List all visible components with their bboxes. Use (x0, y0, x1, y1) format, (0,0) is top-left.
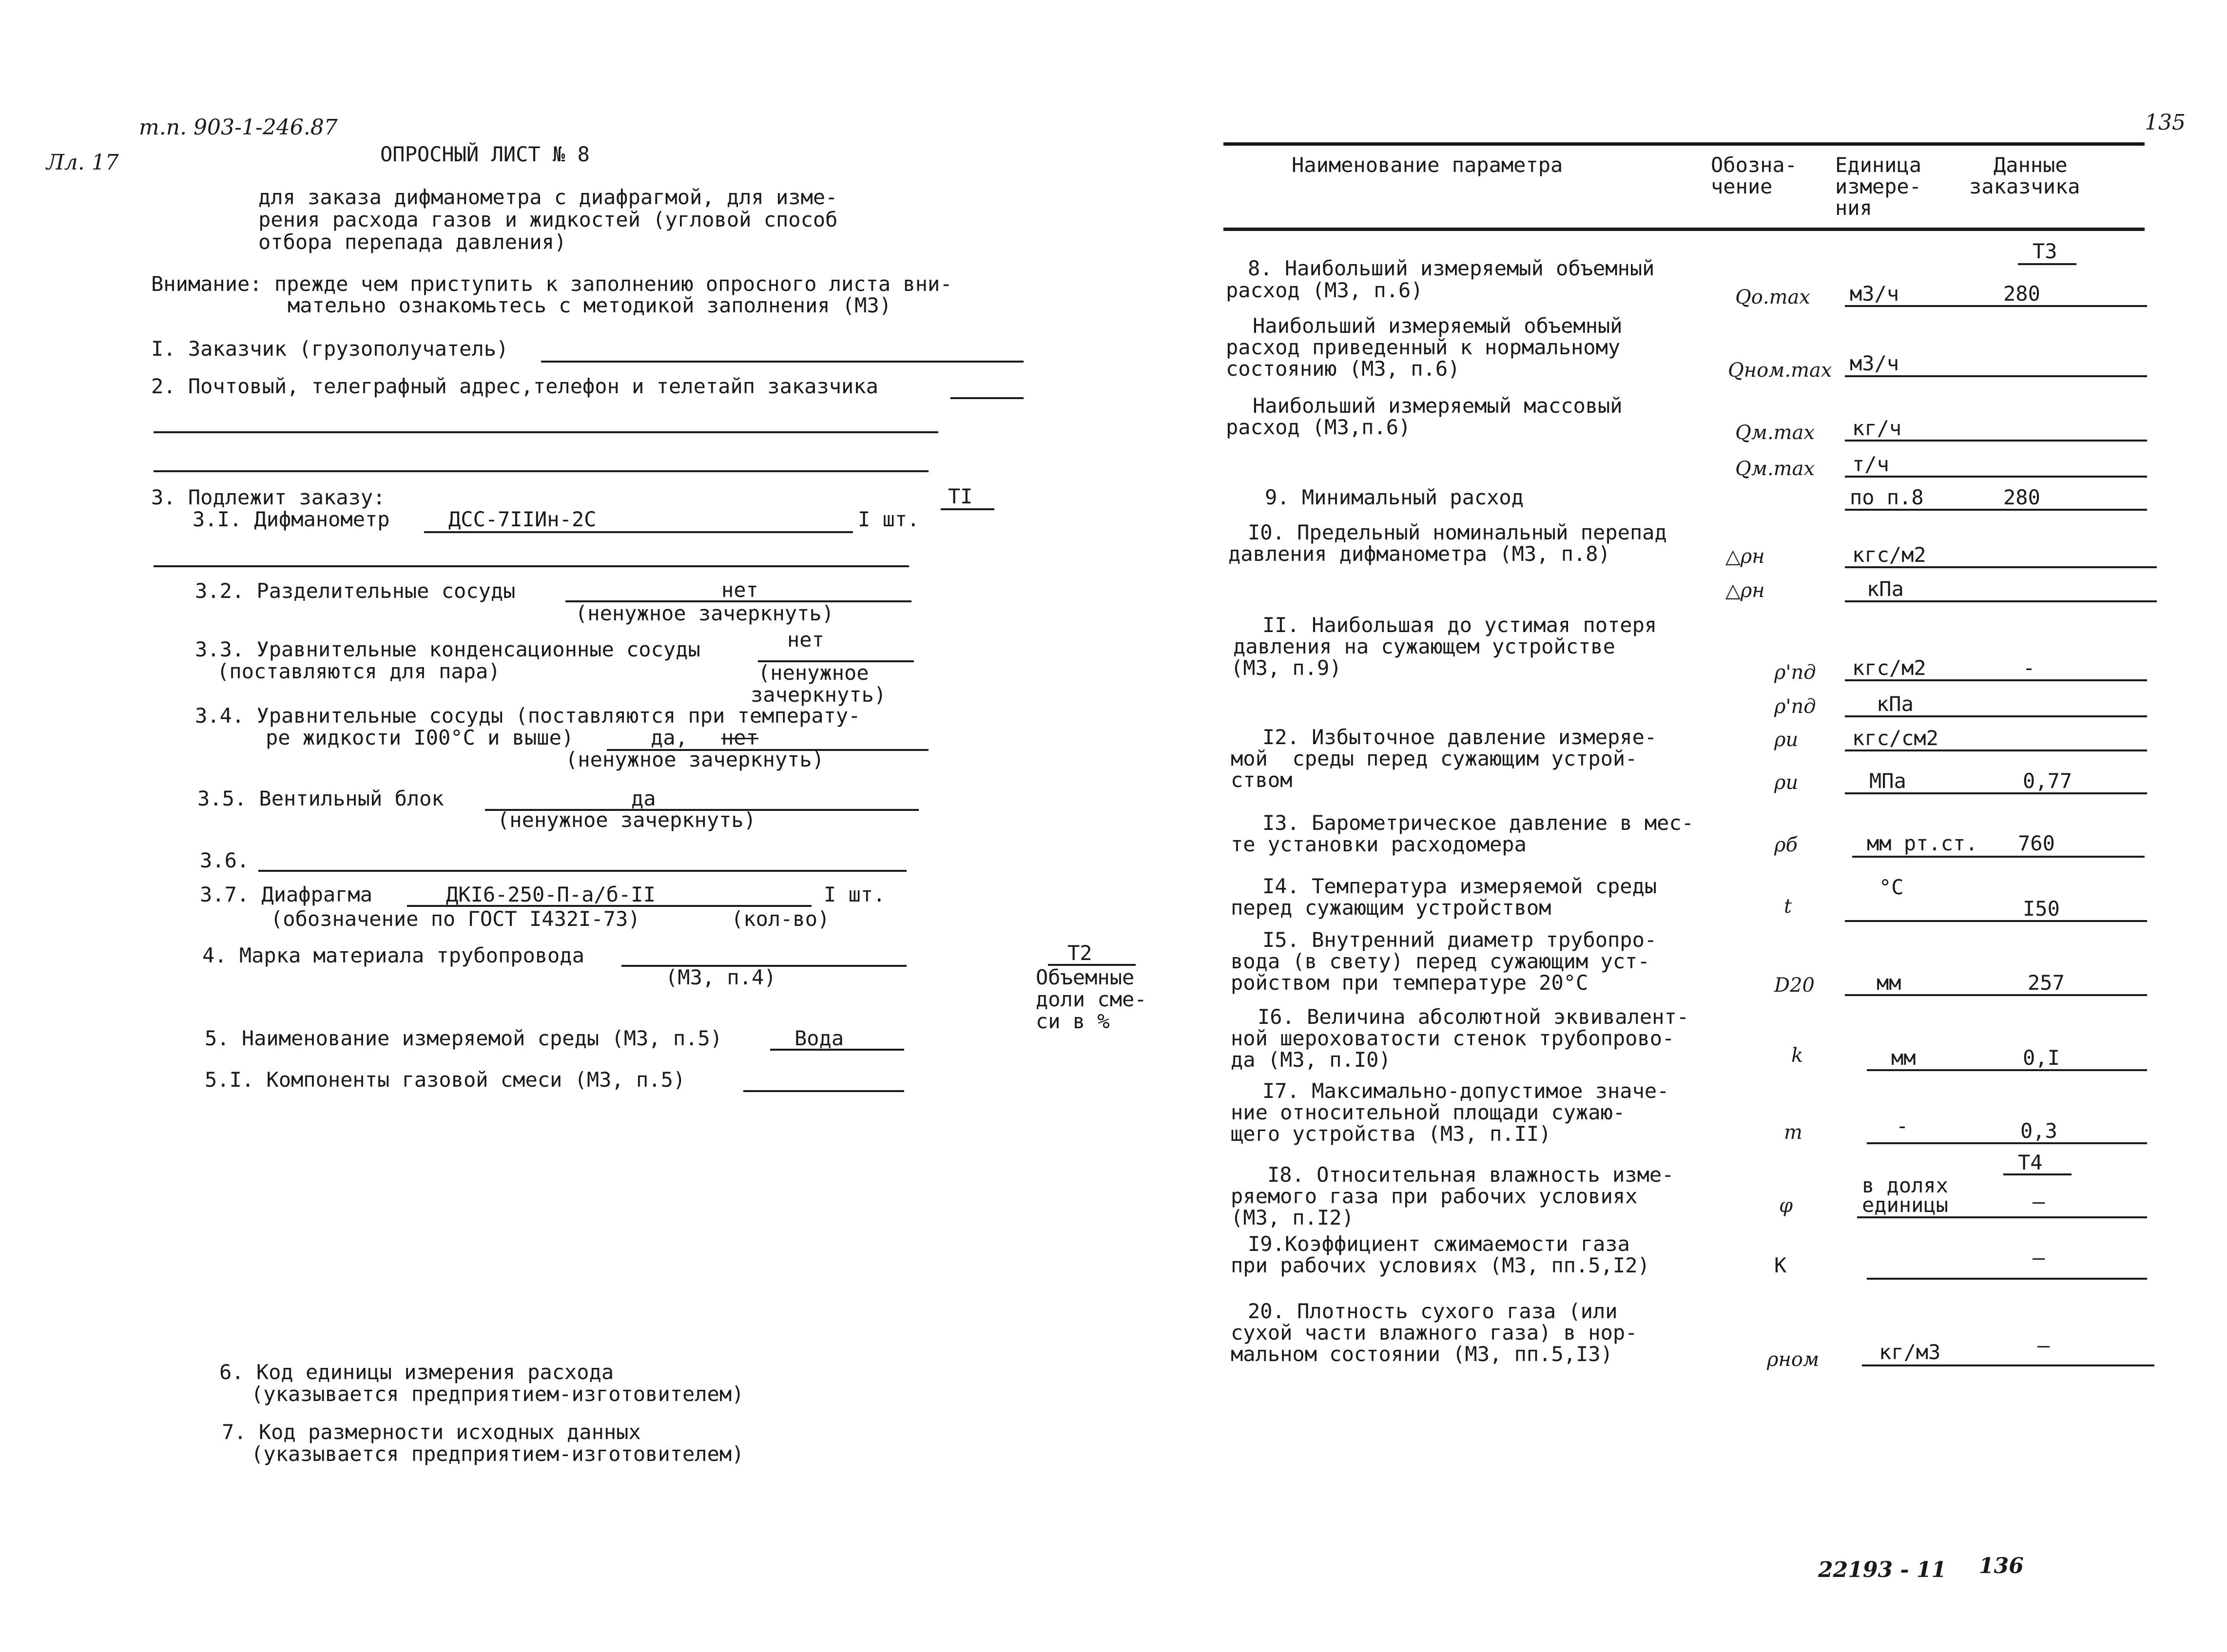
param-11-line-3: (М3, п.9) (1231, 656, 1342, 680)
item-3-2-value: нет (721, 578, 758, 602)
param-8c-symbol: Qм.max (1735, 422, 1815, 444)
param-9-line (1845, 509, 2147, 511)
param-8-value: 280 (2003, 282, 2040, 306)
table-top-border (1223, 142, 2145, 146)
col-header-unit-2: измере- (1835, 174, 1922, 198)
tag-t1-line (941, 508, 994, 510)
param-11b-unit: кПа (1877, 692, 1914, 716)
item-1-line (541, 361, 1024, 363)
param-11b-line (1845, 715, 2147, 717)
param-15-symbol: D20 (1774, 974, 1815, 997)
item-3-1-label: 3.I. Дифманометр (193, 507, 390, 531)
param-17-line-3: щего устройства (М3, п.II) (1231, 1122, 1551, 1146)
param-8b-line (1845, 375, 2147, 377)
item-6-line-2: (указывается предприятием-изготовителем) (251, 1382, 744, 1406)
param-11-line-2: давления на сужающем устройстве (1233, 634, 1615, 658)
param-18-value: — (2033, 1190, 2045, 1213)
param-15-line-1: I5. Внутренний диаметр трубопро- (1262, 928, 1657, 952)
param-11-line-1: II. Наибольшая до устимая потеря (1262, 613, 1657, 637)
param-20-line (1862, 1364, 2154, 1366)
param-14-line-1: I4. Температура измеряемой среды (1262, 874, 1657, 898)
param-9-unit: по п.8 (1850, 485, 1924, 509)
item-3-7-label: 3.7. Диафрагма (200, 883, 373, 906)
param-14-value: I50 (2023, 897, 2060, 921)
col-header-unit-3: ния (1835, 196, 1872, 220)
tag-t1: ТI (948, 484, 973, 508)
col-header-data-2: заказчика (1969, 174, 2080, 198)
param-10b-line (1845, 600, 2157, 602)
param-10b-unit: кПа (1867, 577, 1904, 601)
param-17-line (1867, 1142, 2147, 1144)
param-12b-unit: МПа (1869, 769, 1906, 793)
param-12-symbol: ρи (1774, 729, 1799, 751)
param-16-line (1867, 1069, 2147, 1071)
item-3-7-note-1: (обозначение по ГОСТ I432I-73) (271, 907, 640, 931)
param-15-line-2: вода (в свету) перед сужающим уст- (1231, 949, 1650, 973)
item-3-3-note-2: зачеркнуть) (751, 683, 887, 707)
item-3-4-no-struck: нет (721, 726, 758, 749)
param-14-symbol: t (1784, 895, 1792, 918)
param-19-line-2: при рабочих условиях (М3, пп.5,I2) (1231, 1253, 1650, 1277)
item-6-line-1: 6. Код единицы измерения расхода (219, 1360, 614, 1384)
param-13-line-2: те установки расходомера (1231, 832, 1527, 856)
item-3-4-line-1: 3.4. Уравнительные сосуды (поставляются при температу- (195, 704, 861, 728)
param-15-line (1845, 994, 2147, 996)
param-19-line-1: I9.Коэффициент сжимаемости газа (1248, 1232, 1630, 1256)
item-5-value: Вода (794, 1026, 844, 1050)
item-3-4-yes: да, (651, 726, 688, 749)
item-3-3-line-2: (поставляются для пара) (217, 659, 501, 683)
item-2-line-b (154, 431, 938, 433)
param-9-line-1: 9. Минимальный расход (1265, 485, 1524, 509)
param-8d-unit: т/ч (1852, 452, 1889, 476)
param-16-symbol: k (1791, 1044, 1803, 1067)
param-18-unit-1: в долях (1862, 1173, 1949, 1197)
item-3-4-line-2: ре жидкости I00°C и выше) (266, 726, 574, 749)
item-5-1-line (743, 1090, 904, 1092)
item-3-7-value: ДКI6-250-П-а/б-II (446, 883, 656, 906)
param-8d-symbol: Qм.max (1735, 458, 1815, 480)
item-3-7-qty: I шт. (824, 883, 886, 906)
table-header-border (1223, 228, 2145, 231)
t2-line-1: Объемные (1036, 965, 1135, 989)
param-14-line-2: перед сужающим устройством (1231, 896, 1551, 920)
param-8b-unit: м3/ч (1850, 351, 1899, 375)
param-11-line (1845, 679, 2147, 681)
subtitle-line-2: рения расхода газов и жидкостей (угловой способ (258, 208, 838, 231)
col-header-symbol-1: Обозна- (1711, 153, 1798, 177)
col-header-data-1: Данные (1994, 153, 2068, 177)
item-3-3-line-1: 3.3. Уравнительные конденсационные сосуды (195, 637, 700, 661)
param-20-symbol: ρном (1767, 1348, 1820, 1371)
param-16-line-2: ной шероховатости стенок трубопрово- (1231, 1026, 1675, 1050)
param-11-symbol: ρ'пд (1774, 661, 1816, 684)
t2-line-3: си в % (1036, 1009, 1110, 1033)
notice-line-2: мательно ознакомьтесь с методикой заполнения (М3) (288, 293, 892, 317)
param-13-value: 760 (2018, 831, 2055, 855)
tag-t3-line (2018, 263, 2076, 265)
param-12b-symbol: ρи (1774, 771, 1799, 794)
param-17-value: 0,3 (2020, 1119, 2057, 1143)
param-12b-value: 0,77 (2023, 769, 2072, 793)
param-16-value: 0,I (2023, 1046, 2060, 1070)
item-3-1-line (424, 531, 853, 533)
col-header-parameter: Наименование параметра (1292, 153, 1563, 177)
param-16-unit: мм (1891, 1046, 1916, 1070)
param-8d-line (1845, 476, 2147, 478)
param-17-unit: - (1896, 1114, 1909, 1138)
footer-page-number: 136 (1979, 1554, 2024, 1578)
param-12-line-2: мой среды перед сужающим устрой- (1231, 747, 1638, 770)
item-3-1-qty: I шт. (858, 507, 920, 531)
col-header-symbol-2: чение (1711, 174, 1773, 198)
item-2-address: 2. Почтовый, телеграфный адрес,телефон и телетайп заказчика (151, 374, 878, 398)
page-title: ОПРОСНЫЙ ЛИСТ № 8 (380, 142, 590, 166)
param-19-value: — (2033, 1246, 2045, 1269)
param-8-unit: м3/ч (1850, 282, 1899, 306)
param-13-unit: мм рт.ст. (1867, 831, 1978, 855)
param-18-line-1: I8. Относительная влажность изме- (1267, 1163, 1674, 1187)
item-3-6-label: 3.6. (200, 848, 250, 872)
param-8-line-1: 8. Наибольший измеряемый объемный (1248, 256, 1655, 280)
item-3-1-value: ДСС-7IIИн-2С (448, 507, 597, 531)
param-17-line-2: ние относительной площади сужаю- (1231, 1100, 1626, 1124)
item-3-2-note: (ненужное зачеркнуть) (575, 601, 834, 625)
param-8c-line-1: Наибольший измеряемый массовый (1253, 394, 1623, 418)
param-13-line-1: I3. Барометрическое давление в мес- (1262, 811, 1694, 835)
param-14-line (1845, 920, 2147, 922)
item-5-1-label: 5.I. Компоненты газовой смеси (М3, п.5) (205, 1068, 686, 1092)
param-12-line (1845, 749, 2147, 751)
param-20-unit: кг/м3 (1879, 1340, 1941, 1364)
tag-t4: Т4 (2018, 1151, 2043, 1174)
param-20-value: — (2037, 1333, 2050, 1357)
param-16-line-3: да (М3, п.I0) (1231, 1048, 1391, 1072)
item-3-5-value: да (631, 787, 656, 810)
param-20-line-1: 20. Плотность сухого газа (или (1248, 1299, 1618, 1323)
param-10-line (1845, 566, 2157, 568)
param-8-line (1845, 305, 2147, 307)
param-16-line-1: I6. Величина абсолютной эквивалент- (1258, 1005, 1689, 1029)
param-9-value: 280 (2003, 485, 2040, 509)
col-header-unit-1: Единица (1835, 153, 1922, 177)
item-5-line (770, 1049, 904, 1051)
param-15-value: 257 (2028, 971, 2065, 995)
param-12b-line (1845, 792, 2147, 794)
item-3-separator (154, 565, 909, 567)
subtitle-line-3: отбора перепада давления) (258, 230, 567, 254)
param-12-line-3: ством (1231, 768, 1293, 792)
param-10-line-2: давления дифманометра (М3, п.8) (1228, 542, 1610, 566)
page-number: 135 (2145, 110, 2186, 135)
param-17-line-1: I7. Максимально-допустимое значе- (1262, 1079, 1669, 1103)
item-3-3-value: нет (787, 628, 824, 652)
param-11-unit: кгс/м2 (1852, 656, 1926, 680)
param-13-symbol: ρб (1774, 834, 1798, 856)
param-10-unit: кгс/м2 (1852, 543, 1926, 567)
param-8b-line-1: Наибольший измеряемый объемный (1253, 314, 1623, 338)
item-4-note: (М3, п.4) (665, 965, 776, 989)
param-18-symbol: φ (1779, 1194, 1793, 1217)
item-3-2-label: 3.2. Разделительные сосуды (195, 579, 516, 603)
item-1-customer: I. Заказчик (грузополучатель) (151, 337, 509, 361)
item-3-5-label: 3.5. Вентильный блок (197, 787, 444, 810)
param-20-line-3: мальном состоянии (М3, пп.5,I3) (1231, 1342, 1613, 1366)
param-20-line-2: сухой части влажного газа) в нор- (1231, 1321, 1638, 1345)
tag-t2: Т2 (1067, 941, 1092, 965)
param-8c-line-2: расход (М3,п.6) (1226, 415, 1411, 439)
param-8c-line (1845, 440, 2147, 442)
subtitle-line-1: для заказа дифманометра с диафрагмой, для изме- (258, 185, 838, 209)
param-8-line-2: расход (М3, п.6) (1226, 278, 1423, 302)
param-18-line-2: ряемого газа при рабочих условиях (1231, 1184, 1638, 1208)
item-3-title: 3. Подлежит заказу: (151, 485, 386, 509)
param-8c-unit: кг/ч (1852, 416, 1902, 440)
param-15-line-3: ройством при температуре 20°C (1231, 971, 1588, 995)
param-11-value: - (2023, 656, 2035, 680)
sheet-mark: Лл. 17 (46, 150, 119, 175)
param-18-line-3: (М3, п.I2) (1231, 1206, 1354, 1229)
project-code: т.п. 903-1-246.87 (139, 115, 338, 140)
notice-line-1: Внимание: прежде чем приступить к заполнению опросного листа вни- (151, 272, 952, 296)
doc-number: 22193 - 11 (1818, 1557, 1947, 1582)
param-10-line-1: I0. Предельный номинальный перепад (1248, 520, 1667, 544)
param-18-line (1857, 1216, 2147, 1218)
param-8-symbol: Qо.max (1735, 286, 1810, 308)
item-3-4-note: (ненужное зачеркнуть) (565, 748, 825, 771)
param-10b-symbol: △ρн (1725, 579, 1765, 602)
tag-t4-line (2003, 1173, 2072, 1175)
tag-t3: Т3 (2033, 239, 2057, 263)
param-8b-symbol: Qном.max (1728, 359, 1832, 382)
item-3-7-note-2: (кол-во) (731, 907, 830, 931)
param-19-line (1867, 1278, 2147, 1280)
param-8b-line-2: расход приведенный к нормальному (1226, 335, 1621, 359)
item-3-6-line (258, 870, 907, 872)
param-12-unit: кгс/см2 (1852, 726, 1939, 750)
item-2-line-c (154, 470, 929, 472)
item-5-label: 5. Наименование измеряемой среды (М3, п.5) (205, 1026, 723, 1050)
item-7-line-1: 7. Код размерности исходных данных (222, 1420, 641, 1444)
param-12-line-1: I2. Избыточное давление измеряе- (1262, 725, 1657, 749)
t2-line-2: доли сме- (1036, 987, 1147, 1011)
param-17-symbol: m (1784, 1121, 1802, 1144)
item-4-label: 4. Марка материала трубопровода (202, 943, 584, 967)
param-15-unit: мм (1877, 971, 1901, 995)
param-18-unit-2: единицы (1862, 1193, 1949, 1217)
param-11b-symbol: ρ'пд (1774, 695, 1816, 718)
item-2-line-a (950, 397, 1024, 399)
item-3-5-note: (ненужное зачеркнуть) (497, 808, 756, 832)
param-13-line (1852, 856, 2145, 858)
item-3-3-note-1: (ненужное (758, 661, 869, 685)
param-19-symbol: К (1774, 1253, 1787, 1277)
param-14-unit: °C (1879, 875, 1904, 899)
param-10-symbol: △ρн (1725, 545, 1765, 568)
item-7-line-2: (указывается предприятием-изготовителем) (251, 1442, 744, 1466)
param-8b-line-3: состоянию (М3, п.6) (1226, 357, 1460, 381)
